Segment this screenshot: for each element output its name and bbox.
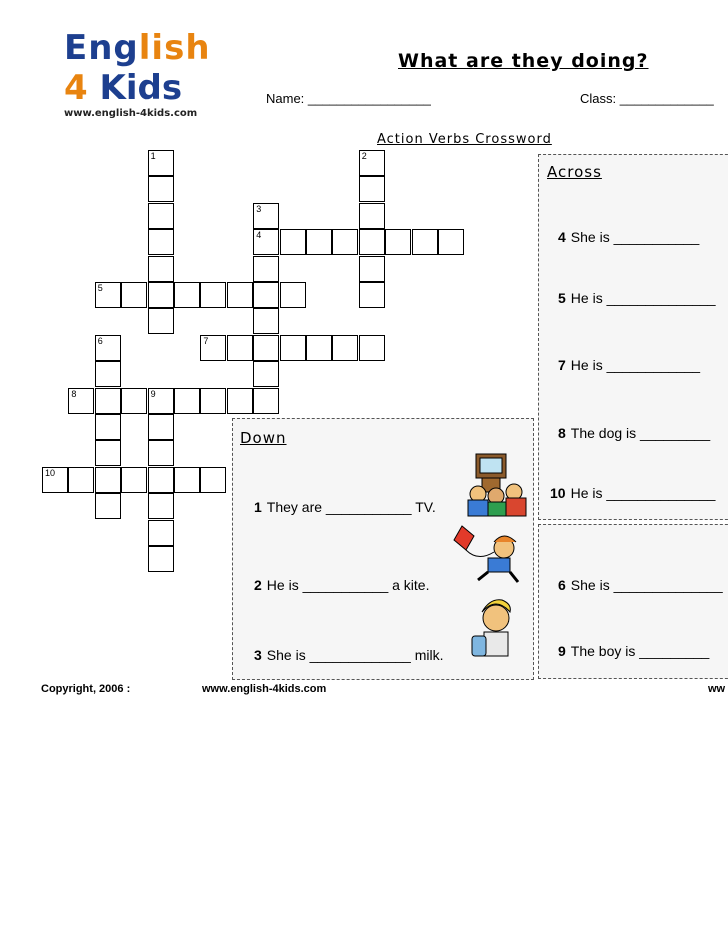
clue-down-3 bbox=[254, 647, 443, 663]
class-field[interactable] bbox=[580, 91, 714, 106]
crossword-cell[interactable] bbox=[148, 229, 174, 255]
crossword-cell[interactable] bbox=[253, 308, 279, 334]
clue-text: The boy is _________ bbox=[570, 643, 710, 659]
crossword-cell[interactable] bbox=[95, 361, 121, 387]
across-heading: Across bbox=[547, 163, 602, 181]
crossword-cell[interactable] bbox=[359, 203, 385, 229]
clue-text: He is ______________ bbox=[570, 290, 716, 306]
crossword-cell[interactable] bbox=[253, 256, 279, 282]
class-label: Class: bbox=[580, 91, 617, 106]
crossword-cell[interactable] bbox=[200, 388, 226, 414]
crossword-cell[interactable] bbox=[359, 176, 385, 202]
name-blank: _________________ bbox=[307, 91, 431, 106]
crossword-cell[interactable] bbox=[148, 467, 174, 493]
crossword-cell[interactable] bbox=[148, 414, 174, 440]
crossword-cell[interactable] bbox=[95, 493, 121, 519]
cell-number: 2 bbox=[361, 151, 367, 161]
name-field[interactable] bbox=[266, 91, 431, 106]
crossword-cell[interactable] bbox=[148, 256, 174, 282]
logo-text-kids: Kids bbox=[99, 68, 183, 108]
clue-text: He is ______________ bbox=[570, 485, 716, 501]
crossword-cell[interactable] bbox=[200, 467, 226, 493]
crossword-cell[interactable] bbox=[253, 388, 279, 414]
clue-text: She is _____________ milk. bbox=[266, 647, 444, 663]
clue-text: She is ______________ bbox=[570, 577, 723, 593]
footer-copyright: Copyright, 2006 : bbox=[41, 683, 131, 695]
crossword-cell[interactable] bbox=[174, 467, 200, 493]
crossword-cell[interactable] bbox=[359, 229, 385, 255]
clue-down-1 bbox=[254, 499, 436, 515]
crossword-cell[interactable] bbox=[412, 229, 438, 255]
crossword-cell[interactable] bbox=[200, 335, 226, 361]
clue-text: He is ____________ bbox=[570, 357, 701, 373]
crossword-cell[interactable] bbox=[148, 282, 174, 308]
clue-number: 10 bbox=[550, 485, 566, 501]
drinking-milk-picture bbox=[462, 596, 526, 666]
cell-number: 10 bbox=[45, 467, 56, 478]
cell-number: 3 bbox=[256, 203, 262, 214]
clue-across-9 bbox=[558, 643, 709, 659]
crossword-cell[interactable] bbox=[253, 203, 279, 229]
crossword-cell[interactable] bbox=[280, 229, 306, 255]
cell-number: 9 bbox=[150, 388, 156, 399]
logo-text-eng: Eng bbox=[64, 28, 139, 68]
clue-text: They are ___________ TV. bbox=[266, 499, 436, 515]
clue-down-2 bbox=[254, 577, 429, 593]
crossword-cell[interactable] bbox=[306, 335, 332, 361]
crossword-cell[interactable] bbox=[227, 282, 253, 308]
crossword-cell[interactable] bbox=[95, 335, 121, 361]
crossword-cell[interactable] bbox=[280, 282, 306, 308]
crossword-cell[interactable] bbox=[121, 388, 147, 414]
logo-text-lish: lish bbox=[138, 28, 211, 68]
cell-number: 8 bbox=[71, 388, 77, 399]
footer-url: www.english-4kids.com bbox=[202, 683, 327, 695]
crossword-cell[interactable] bbox=[121, 467, 147, 493]
crossword-cell[interactable] bbox=[68, 388, 94, 414]
cell-number: 1 bbox=[150, 151, 156, 161]
crossword-cell[interactable] bbox=[332, 335, 358, 361]
name-label: Name: bbox=[266, 91, 305, 106]
clue-text: The dog is _________ bbox=[570, 425, 711, 441]
clue-across-4 bbox=[558, 229, 699, 245]
crossword-cell[interactable] bbox=[385, 229, 411, 255]
crossword-cell[interactable] bbox=[148, 388, 174, 414]
logo-url: www.english-4kids.com bbox=[64, 108, 198, 119]
crossword-cell[interactable] bbox=[68, 467, 94, 493]
crossword-cell[interactable] bbox=[227, 335, 253, 361]
crossword-cell[interactable] bbox=[306, 229, 332, 255]
clue-text: He is ___________ a kite. bbox=[266, 577, 430, 593]
crossword-cell[interactable] bbox=[148, 176, 174, 202]
crossword-cell[interactable] bbox=[148, 493, 174, 519]
clue-number: 5 bbox=[558, 290, 566, 306]
crossword-cell[interactable] bbox=[148, 520, 174, 546]
cell-number: 4 bbox=[256, 230, 262, 241]
down-heading: Down bbox=[240, 429, 287, 447]
crossword-cell[interactable] bbox=[95, 282, 121, 308]
watching-tv-picture bbox=[462, 450, 530, 518]
crossword-cell[interactable] bbox=[95, 388, 121, 414]
crossword-cell[interactable] bbox=[280, 335, 306, 361]
crossword-cell[interactable] bbox=[332, 229, 358, 255]
crossword-cell[interactable] bbox=[174, 282, 200, 308]
clue-number: 1 bbox=[254, 499, 262, 515]
clue-number: 7 bbox=[558, 357, 566, 373]
crossword-cell[interactable] bbox=[121, 282, 147, 308]
clue-number: 4 bbox=[558, 229, 566, 245]
crossword-cell[interactable] bbox=[253, 282, 279, 308]
crossword-cell[interactable] bbox=[438, 229, 464, 255]
cell-number: 6 bbox=[97, 335, 103, 346]
clue-number: 2 bbox=[254, 577, 262, 593]
crossword-cell[interactable] bbox=[148, 546, 174, 572]
clue-text: She is ___________ bbox=[570, 229, 700, 245]
crossword-cell[interactable] bbox=[95, 467, 121, 493]
crossword-cell[interactable] bbox=[95, 440, 121, 466]
crossword-cell[interactable] bbox=[227, 388, 253, 414]
crossword-cell[interactable] bbox=[42, 467, 68, 493]
crossword-cell[interactable] bbox=[148, 150, 174, 176]
crossword-cell[interactable] bbox=[174, 388, 200, 414]
cell-number: 5 bbox=[97, 283, 103, 293]
crossword-cell[interactable] bbox=[148, 203, 174, 229]
clue-number: 9 bbox=[558, 643, 566, 659]
crossword-cell[interactable] bbox=[253, 229, 279, 255]
footer-url-right: ww bbox=[708, 683, 726, 695]
crossword-cell[interactable] bbox=[359, 335, 385, 361]
crossword-cell[interactable] bbox=[253, 335, 279, 361]
clue-number: 3 bbox=[254, 647, 262, 663]
crossword-title: Action Verbs Crossword bbox=[377, 132, 552, 147]
clue-across-5 bbox=[558, 290, 716, 306]
crossword-cell[interactable] bbox=[359, 282, 385, 308]
clue-across-10 bbox=[550, 485, 715, 501]
crossword-cell[interactable] bbox=[95, 414, 121, 440]
logo bbox=[60, 28, 211, 122]
logo-text-4: 4 bbox=[64, 68, 88, 108]
crossword-cell[interactable] bbox=[200, 282, 226, 308]
across-panel bbox=[538, 154, 728, 520]
crossword-cell[interactable] bbox=[148, 308, 174, 334]
crossword-cell[interactable] bbox=[359, 256, 385, 282]
crossword-cell[interactable] bbox=[253, 361, 279, 387]
clue-across-7 bbox=[558, 357, 700, 373]
clue-across-8 bbox=[558, 425, 710, 441]
page-title: What are they doing? bbox=[398, 50, 649, 72]
crossword-cell[interactable] bbox=[359, 150, 385, 176]
clue-number: 6 bbox=[558, 577, 566, 593]
flying-kite-picture bbox=[448, 522, 528, 588]
class-blank: _____________ bbox=[619, 91, 714, 106]
cell-number: 7 bbox=[203, 335, 209, 346]
crossword-cell[interactable] bbox=[148, 440, 174, 466]
clue-across-6 bbox=[558, 577, 723, 593]
clue-number: 8 bbox=[558, 425, 566, 441]
